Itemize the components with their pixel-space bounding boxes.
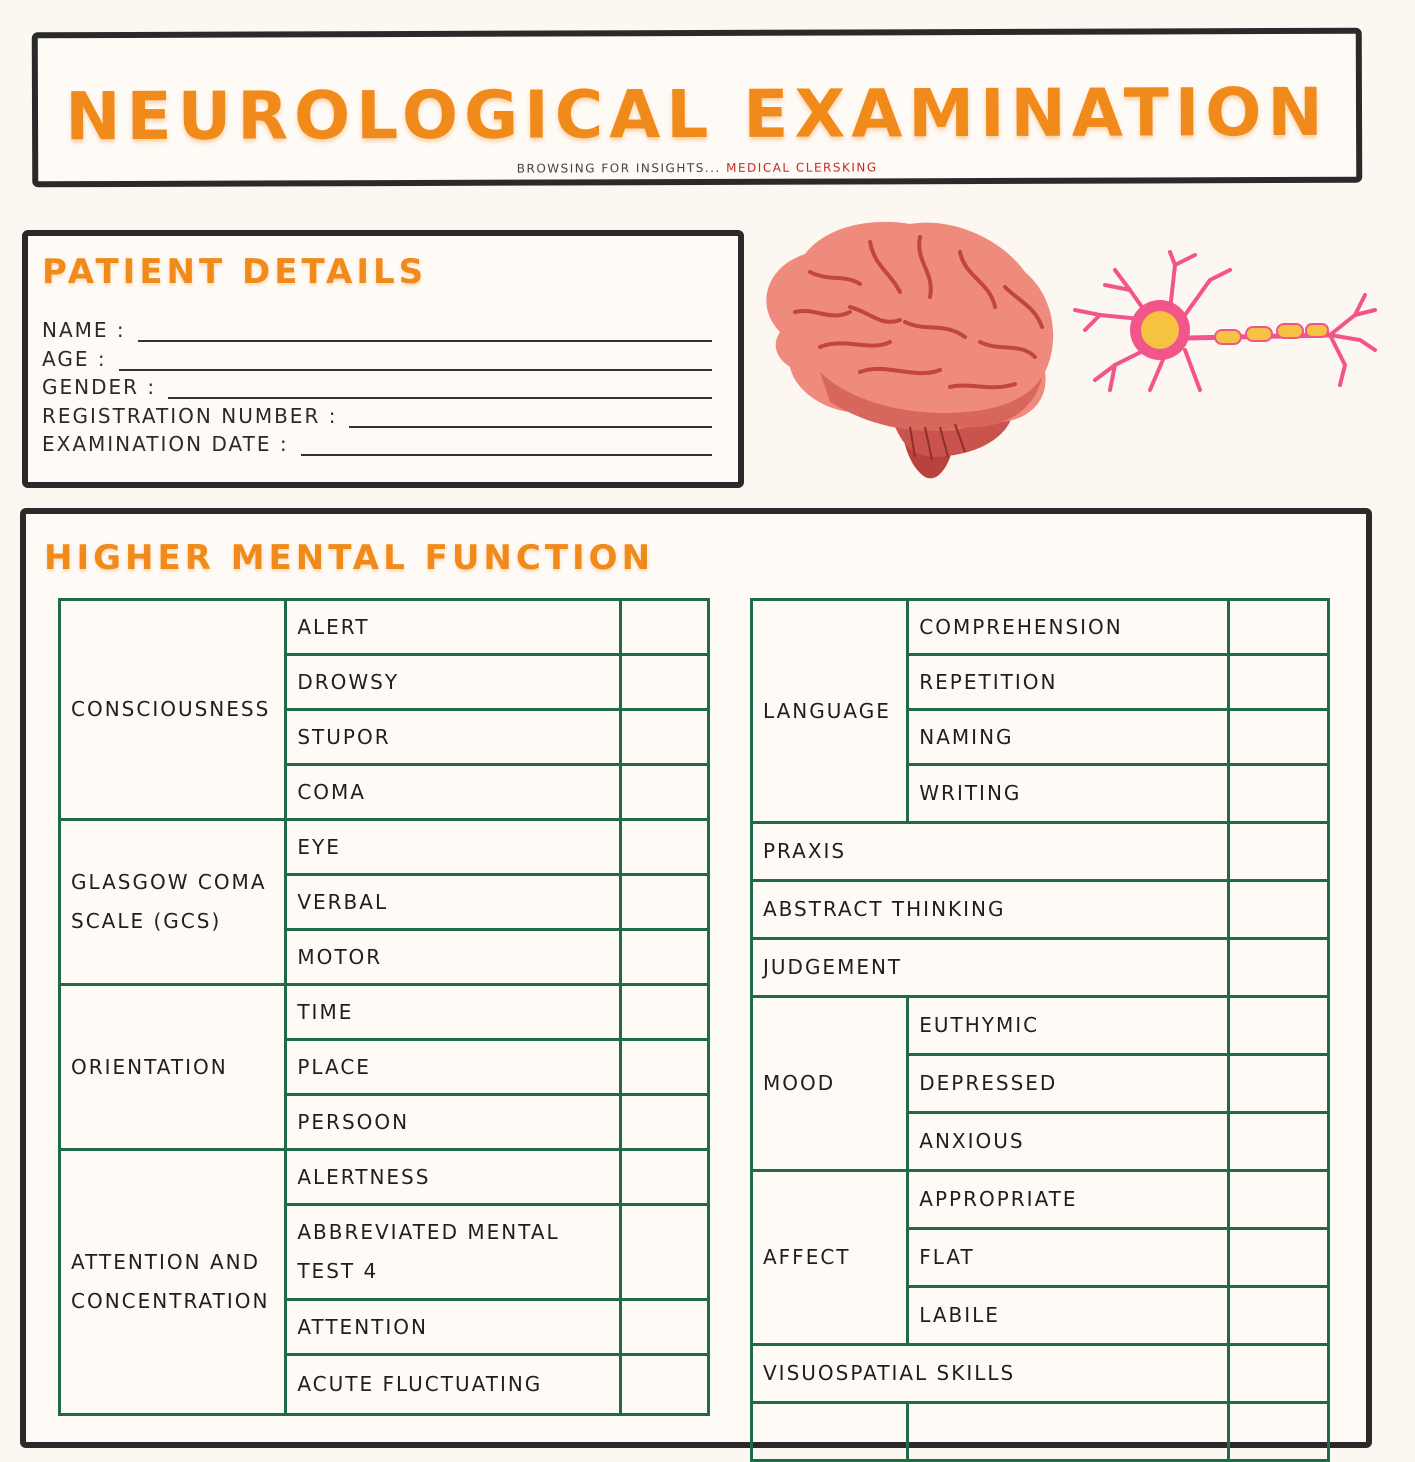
check-cell[interactable] — [620, 1095, 708, 1150]
field-line[interactable] — [168, 383, 712, 399]
item-label: STUPOR — [286, 710, 621, 765]
item-label: APPROPRIATE — [908, 1171, 1229, 1229]
check-cell[interactable] — [620, 1040, 708, 1095]
item-label: NAMING — [908, 710, 1229, 765]
subtitle-accent: MEDICAL CLERSKING — [726, 160, 878, 175]
check-cell[interactable] — [1228, 1403, 1328, 1461]
brain-illustration — [750, 212, 1065, 487]
gender-field[interactable] — [42, 375, 712, 399]
item-label: ANXIOUS — [908, 1113, 1229, 1171]
neuron-illustration — [1070, 250, 1380, 395]
check-cell[interactable] — [1228, 997, 1328, 1055]
group-label-mood: MOOD — [752, 997, 908, 1171]
check-cell[interactable] — [620, 820, 708, 875]
group-label-affect: AFFECT — [752, 1171, 908, 1345]
item-label: MOTOR — [286, 930, 621, 985]
item-label-abstract-thinking: ABSTRACT THINKING — [752, 881, 1229, 939]
check-cell[interactable] — [620, 765, 708, 820]
field-line[interactable] — [301, 440, 712, 456]
check-cell[interactable] — [620, 1300, 708, 1355]
item-label: PLACE — [286, 1040, 621, 1095]
table-row — [60, 985, 709, 1040]
patient-details-panel — [22, 230, 744, 488]
check-cell[interactable] — [1228, 1287, 1328, 1345]
check-cell[interactable] — [620, 1355, 708, 1415]
table-row — [60, 600, 709, 655]
item-label: ATTENTION — [286, 1300, 621, 1355]
field-label: GENDER : — [42, 375, 157, 399]
item-label: TIME — [286, 985, 621, 1040]
name-field[interactable] — [42, 318, 712, 342]
check-cell[interactable] — [620, 1150, 708, 1205]
item-label: REPETITION — [908, 655, 1229, 710]
item-label-praxis: PRAXIS — [752, 823, 1229, 881]
field-line[interactable] — [119, 355, 712, 371]
check-cell[interactable] — [1228, 881, 1328, 939]
item-label: EUTHYMIC — [908, 997, 1229, 1055]
item-label: FLAT — [908, 1229, 1229, 1287]
empty-cell — [908, 1403, 1229, 1461]
check-cell[interactable] — [1228, 1229, 1328, 1287]
patient-details-title: PATIENT DETAILS — [42, 252, 428, 292]
field-line[interactable] — [349, 412, 712, 428]
check-cell[interactable] — [620, 710, 708, 765]
age-field[interactable] — [42, 347, 712, 371]
check-cell[interactable] — [1228, 1345, 1328, 1403]
check-cell[interactable] — [1228, 655, 1328, 710]
title-banner — [32, 28, 1363, 188]
item-label: ABBREVIATED MENTAL TEST 4 — [286, 1205, 621, 1300]
empty-cell — [752, 1403, 908, 1461]
check-cell[interactable] — [620, 930, 708, 985]
item-label: COMPREHENSION — [908, 600, 1229, 655]
item-label-judgement: JUDGEMENT — [752, 939, 1229, 997]
right-assessment-table — [750, 598, 1330, 1462]
item-label: VERBAL — [286, 875, 621, 930]
check-cell[interactable] — [620, 985, 708, 1040]
check-cell[interactable] — [1228, 600, 1328, 655]
item-label: WRITING — [908, 765, 1229, 823]
field-line[interactable] — [138, 326, 712, 342]
item-label: EYE — [286, 820, 621, 875]
group-label-language: LANGUAGE — [752, 600, 908, 823]
item-label-visuospatial: VISUOSPATIAL SKILLS — [752, 1345, 1229, 1403]
group-label-consciousness: CONSCIOUSNESS — [60, 600, 286, 820]
check-cell[interactable] — [1228, 1113, 1328, 1171]
table-row — [752, 823, 1329, 881]
table-row — [752, 1403, 1329, 1461]
examination-date-field[interactable] — [42, 432, 712, 456]
registration-number-field[interactable] — [42, 404, 712, 428]
table-row — [60, 820, 709, 875]
table-row — [60, 1150, 709, 1205]
table-row — [752, 600, 1329, 655]
item-label: LABILE — [908, 1287, 1229, 1345]
field-label: EXAMINATION DATE : — [42, 432, 289, 456]
check-cell[interactable] — [1228, 765, 1328, 823]
table-row — [752, 939, 1329, 997]
item-label: ACUTE FLUCTUATING — [286, 1355, 621, 1415]
table-row — [752, 1345, 1329, 1403]
higher-mental-function-panel — [20, 508, 1372, 1448]
field-label: AGE : — [42, 347, 107, 371]
check-cell[interactable] — [1228, 1171, 1328, 1229]
check-cell[interactable] — [1228, 710, 1328, 765]
item-label: COMA — [286, 765, 621, 820]
item-label: DROWSY — [286, 655, 621, 710]
table-row — [752, 997, 1329, 1055]
check-cell[interactable] — [1228, 823, 1328, 881]
check-cell[interactable] — [620, 875, 708, 930]
left-assessment-table — [58, 598, 710, 1416]
check-cell[interactable] — [1228, 1055, 1328, 1113]
field-label: REGISTRATION NUMBER : — [42, 404, 338, 428]
subtitle-prefix: BROWSING FOR INSIGHTS... — [516, 160, 721, 176]
item-label: ALERTNESS — [286, 1150, 621, 1205]
check-cell[interactable] — [620, 655, 708, 710]
check-cell[interactable] — [620, 1205, 708, 1300]
group-label-attention: ATTENTION AND CONCENTRATION — [60, 1150, 286, 1415]
page-title: NEUROLOGICAL EXAMINATION — [65, 73, 1329, 156]
page-subtitle — [38, 159, 1356, 178]
field-label: NAME : — [42, 318, 126, 342]
item-label: ALERT — [286, 600, 621, 655]
table-row — [752, 1171, 1329, 1229]
item-label: PERSOON — [286, 1095, 621, 1150]
check-cell[interactable] — [1228, 939, 1328, 997]
higher-mental-function-title: HIGHER MENTAL FUNCTION — [44, 538, 655, 578]
check-cell[interactable] — [620, 600, 708, 655]
group-label-gcs: GLASGOW COMA SCALE (GCS) — [60, 820, 286, 985]
item-label: DEPRESSED — [908, 1055, 1229, 1113]
table-row — [752, 881, 1329, 939]
group-label-orientation: ORIENTATION — [60, 985, 286, 1150]
